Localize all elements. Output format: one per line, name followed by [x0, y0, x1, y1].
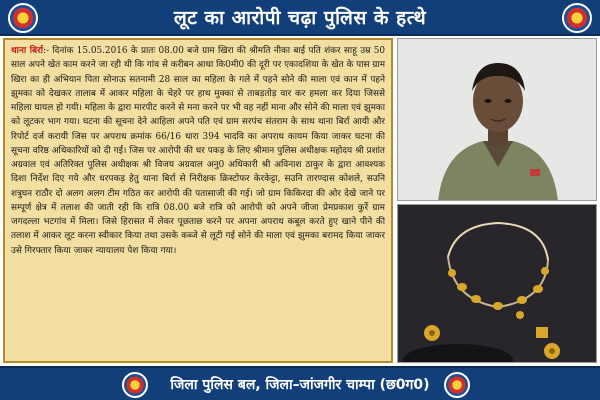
article-body: :- दिनांक 15.05.2016 के प्रातः 08.00 बजे ग्राम खिरा की श्रीमति नीका बाई पति शंकर साहू उम्र 50 साल अपने खेत काम करने जा रही थी कि गांव से करीबन आधा कि0मी0 की दूरी पर एकादशिया के खेत के पास ग्राम खिरा का ही अभियान पिता सोनाऊ सतनामी 28 साल का महिला के गले में पहने सोने की माला एवं कान में पहने झुमका को देखकर तालाब में आकर महिला के चेहरे पर हाथ मुक्का से ताबड़तोड़ वार कर हमला कर दिया जिससे महिला घायल हो गयी। महिला के द्वारा मारपीट करने से मना करने पर भी वह नहीं माना और सोने की माला एवं झुमका को लूटकर भाग गया। घटना की सूचना देने आहिला अपने पति एवं ग्राम सरपंच संतराम के साथ थाना बिर्रा आयी और रिपोर्ट दर्ज करायी जिस पर अपराध क्रमांक 66/16 धारा 394 भादवि का अपराध कायम किया जाकर घटना की सूचना वरिष्ठ अधिकारियों को दी गई। जिस पर आरोपी की धर पकड़ के लिए श्रीमान पुलिस अधीक्षक महोदय श्री प्रशांत अग्रवाल एवं अतिरिक्त पुलिस अधीक्षक श्री विजय अग्रवाल अनु0 अधिकारी श्री अविनाश ठाकुर के द्वारा आवश्यक दिशा निर्देश दिए गये और धरपकड़ हेतु थाना बिर्रा से निरीक्षक क्रिस्टोफर केरकेट्टा, सउनि तारण्दास कोशले, सउनि शत्रुघन राठौर दो अलग अलग टीम गठित कर आरोपी की पतासाजी की गई। जो ग्राम किकिरदा की ओर देखे जाने पर सम्पूर्ण क्षेत्र में तलाश की जाती रही कि रात्रि 08.00 बजे रात्रि को आरोपी को अपने जीजा प्रेमप्रकाश कुर्रे ग्राम जगदल्ला भटगांव में मिला। जिसे हिरासत में लेकर पूछताछ करने पर अपना अपराध कबूल करते हुए खाने पीने की तलाश में आकर लूट करना स्वीकार किया तथा उसके कब्जे से लूटी गई सोने की माला एवं झुमका बरामद किया जाकर उसे गिरफ्तार किया जाकर न्यायालय पेश किया गया। — [11, 46, 385, 256]
police-emblem-icon-footer-left — [122, 372, 148, 398]
footer-banner — [0, 366, 600, 400]
police-station-label: थाना बिर्रा — [11, 46, 44, 56]
police-emblem-icon-left — [8, 3, 38, 33]
police-emblem-icon-right — [562, 3, 592, 33]
gold-necklace-image — [398, 205, 597, 363]
police-emblem-icon-footer-right — [444, 372, 470, 398]
accused-person-image — [398, 39, 597, 201]
article-paragraph — [11, 44, 385, 258]
footer-caption: जिला पुलिस बल, जिला–जांजगीर चाम्पा (छ0ग0) — [170, 376, 430, 393]
content-area — [3, 38, 597, 363]
header-banner — [0, 0, 600, 36]
accused-photo — [397, 38, 597, 201]
headline: लूट का आरोपी चढ़ा पुलिस के हत्थे — [173, 7, 427, 29]
recovered-jewelry-photo — [397, 204, 597, 363]
news-article-box — [3, 38, 393, 363]
